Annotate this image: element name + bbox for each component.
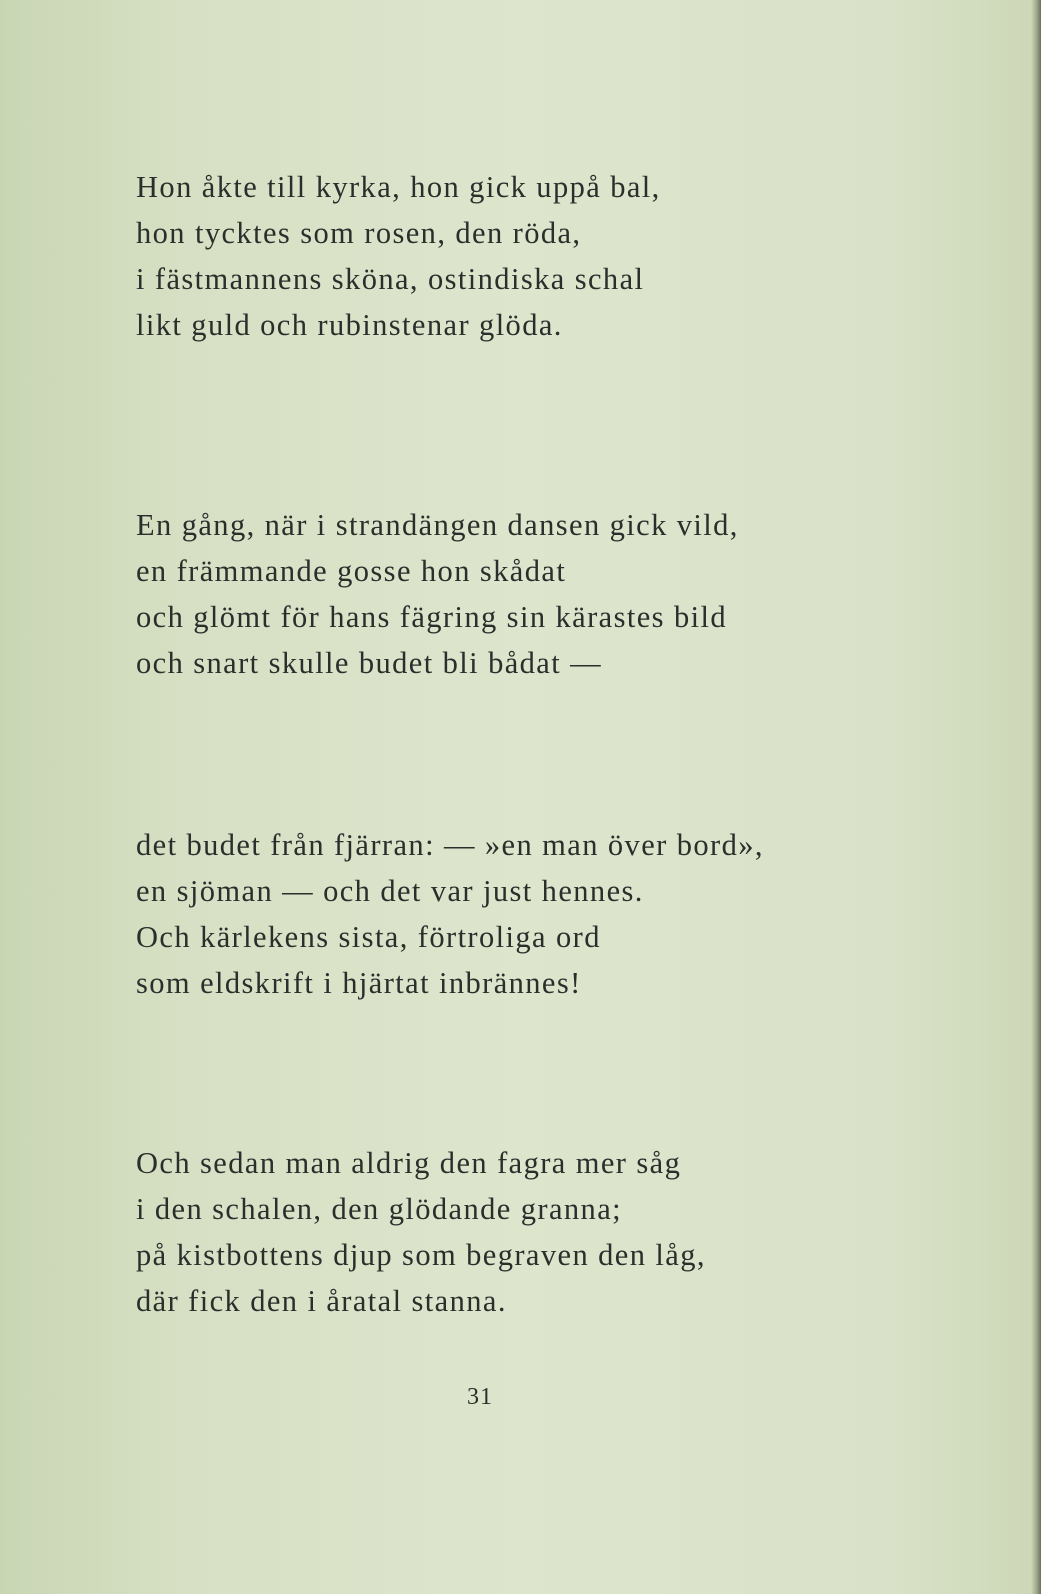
poem-line: hon tycktes som rosen, den röda,: [136, 216, 582, 250]
page-edge: [1031, 0, 1041, 1594]
poem-line: och snart skulle budet bli bådat —: [136, 646, 603, 680]
poem-line: En gång, när i strandängen dansen gick vild,: [136, 508, 739, 542]
poem-line: och glömt för hans fägring sin kärastes bild: [136, 600, 728, 634]
poem-line: Hon åkte till kyrka, hon gick uppå bal,: [136, 170, 661, 204]
stanza-3: [136, 822, 764, 1006]
stanza-2: [136, 502, 739, 686]
poem-line: där fick den i åratal stanna.: [136, 1284, 507, 1318]
stanza-4: [136, 1140, 706, 1324]
poem-line: på kistbottens djup som begraven den låg,: [136, 1238, 706, 1272]
poem-line: Och sedan man aldrig den fagra mer såg: [136, 1146, 682, 1180]
poem-line: i fästmannens sköna, ostindiska schal: [136, 262, 645, 296]
poem-line: i den schalen, den glödande granna;: [136, 1192, 623, 1226]
poem-line: en främmande gosse hon skådat: [136, 554, 567, 588]
stanza-1: [136, 164, 661, 348]
poem-line: som eldskrift i hjärtat inbrännes!: [136, 966, 582, 1000]
poem-line: en sjöman — och det var just hennes.: [136, 874, 644, 908]
poem-line: det budet från fjärran: — »en man över bord»,: [136, 828, 764, 862]
page-number: 31: [467, 1384, 493, 1410]
poem-line: likt guld och rubinstenar glöda.: [136, 308, 563, 342]
poem-line: Och kärlekens sista, förtroliga ord: [136, 920, 601, 954]
